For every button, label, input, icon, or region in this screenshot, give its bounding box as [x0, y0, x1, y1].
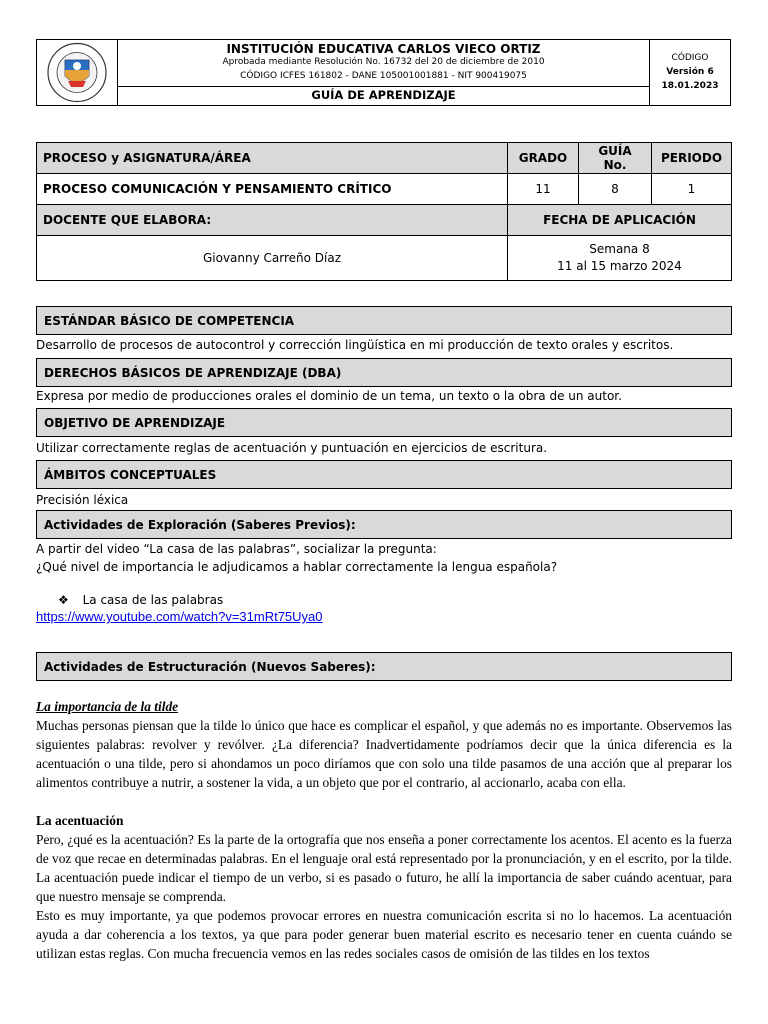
document-header	[36, 39, 731, 106]
period-value: 1	[652, 174, 732, 205]
date-header: FECHA DE APLICACIÓN	[508, 205, 732, 236]
header-code-box	[650, 40, 730, 105]
article-paragraph-1: Muchas personas piensan que la tilde lo único que hace es complicar el español, y que además no es importante. Observemos las siguientes palabras: revolver y revólver. ¿La diferencia? Inadvertidamente podríamos decir que la única diferencia es la acentuación o una tilde, pero si ahondamos un poco diríamos que con solo una tilde pasamos de una acción que al preparar los alimentos contribuye a nutrir, a sostener la vida, a un objeto que por el contrario, al accionarlo, acaba con ella.	[36, 718, 732, 790]
application-date	[508, 236, 732, 281]
article-paragraph-3: Esto es muy importante, ya que podemos provocar errores en nuestra comunicación escrita si no lo hacemos. La acentuación ayuda a dar coherencia a los textos, ya que para poder generar buen material escrito es necesario tener en cuenta cuándo se utilizan estas reglas. Con mucha frecuencia vemos en las redes sociales casos de omisión de las tildes en los textos	[36, 908, 732, 961]
institution-logo	[37, 40, 118, 105]
version-date: 18.01.2023	[661, 81, 719, 91]
info-table	[36, 142, 732, 281]
video-link-text[interactable]: https://www.youtube.com/watch?v=31mRt75Uya0	[36, 609, 323, 624]
dba-title: DERECHOS BÁSICOS DE APRENDIZAJE (DBA)	[36, 358, 732, 387]
process-header: PROCESO y ASIGNATURA/ÁREA	[37, 143, 508, 174]
period-header: PERIODO	[652, 143, 732, 174]
standard-text: Desarrollo de procesos de autocontrol y corrección lingüística en mi producción de texto orales y escritos.	[36, 338, 674, 352]
date-range-text: 11 al 15 marzo 2024	[557, 259, 682, 273]
week-text: Semana 8	[589, 242, 650, 256]
structuring-title: Actividades de Estructuración (Nuevos Saberes):	[36, 652, 732, 681]
exploration-line2: ¿Qué nivel de importancia le adjudicamos a hablar correctamente la lengua española?	[36, 560, 558, 574]
grade-value: 11	[508, 174, 579, 205]
dba-text: Expresa por medio de producciones orales el dominio de un tema, un texto o la obra de un autor.	[36, 389, 622, 403]
exploration-line1: A partir del video “La casa de las palabras”, socializar la pregunta:	[36, 542, 437, 556]
exploration-title: Actividades de Exploración (Saberes Previos):	[36, 510, 732, 539]
bullet-icon: ❖	[58, 593, 69, 607]
institution-codes: CÓDIGO ICFES 161802 - DANE 105001001881 - NIT 900419075	[240, 71, 527, 81]
video-bullet	[58, 593, 223, 607]
resolution-text: Aprobada mediante Resolución No. 16732 del 20 de diciembre de 2010	[222, 57, 545, 67]
teacher-value: Giovanny Carreño Díaz	[37, 236, 508, 281]
ambitos-title: ÁMBITOS CONCEPTUALES	[36, 460, 732, 489]
code-label: CÓDIGO	[671, 53, 709, 63]
guide-title: GUÍA DE APRENDIZAJE	[311, 88, 456, 102]
objective-text: Utilizar correctamente reglas de acentuación y puntuación en ejercicios de escritura.	[36, 441, 548, 455]
guide-header: GUÍA No.	[579, 143, 652, 174]
standard-title: ESTÁNDAR BÁSICO DE COMPETENCIA	[36, 306, 732, 335]
ambitos-text: Precisión léxica	[36, 493, 129, 507]
process-value: PROCESO COMUNICACIÓN Y PENSAMIENTO CRÍTICO	[37, 174, 508, 205]
objective-title: OBJETIVO DE APRENDIZAJE	[36, 408, 732, 437]
article-heading-accentuation: La acentuación	[36, 813, 124, 828]
article-body	[36, 697, 732, 963]
video-link[interactable]	[36, 609, 323, 624]
teacher-header: DOCENTE QUE ELABORA:	[37, 205, 508, 236]
header-center	[118, 40, 650, 105]
article-paragraph-2: Pero, ¿qué es la acentuación? Es la parte de la ortografía que nos enseña a poner correctamente los acentos. El acento es la fuerza de voz que recae en determinadas palabras. En el lenguaje oral está representado por la pronunciación, y en el escrito, por la tilde. La acentuación puede indicar el tiempo de un verbo, si es pasado o futuro, he allí la importancia de saber cuándo acentuar, para que nuestro mensaje se comprenda.	[36, 832, 732, 904]
video-title: La casa de las palabras	[82, 593, 224, 607]
article-heading-importance: La importancia de la tilde	[36, 699, 179, 714]
guide-value: 8	[579, 174, 652, 205]
grade-header: GRADO	[508, 143, 579, 174]
institution-name: INSTITUCIÓN EDUCATIVA CARLOS VIECO ORTIZ	[226, 42, 541, 56]
version-text: Versión 6	[666, 67, 714, 77]
